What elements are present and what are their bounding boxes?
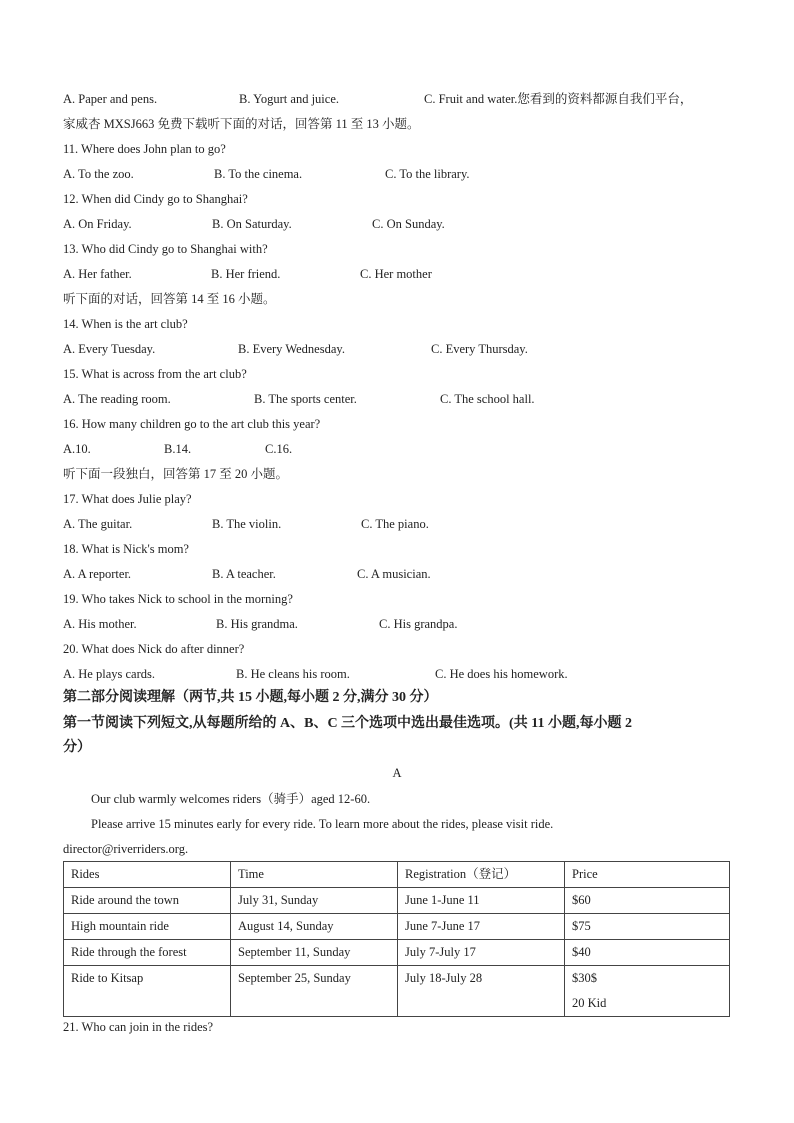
option-a: A. On Friday. [63, 217, 132, 231]
cell-time: August 14, Sunday [231, 914, 398, 940]
option-a: A. The reading room. [63, 392, 171, 406]
option-a: A. His mother. [63, 617, 137, 631]
option-b: B. On Saturday. [212, 217, 292, 231]
option-a: A. The guitar. [63, 517, 133, 531]
passage-label: A [392, 766, 402, 780]
question-21: 21. Who can join in the rides? [63, 1020, 214, 1034]
cell-registration: June 7-June 17 [398, 914, 565, 940]
rides-table [63, 861, 730, 1017]
question-16: 16. How many children go to the art club this year? [63, 417, 321, 431]
option-b: B.14. [164, 442, 192, 456]
table-row [64, 940, 730, 966]
table-row [64, 888, 730, 914]
table-row [64, 966, 730, 1017]
cell-time: September 11, Sunday [231, 940, 398, 966]
header-time: Time [231, 862, 398, 888]
option-c: C. Fruit and water.您看到的资料都源自我们平台， [424, 92, 693, 106]
cell-ride: Ride around the town [64, 888, 231, 914]
cell-time: September 25, Sunday [231, 966, 398, 1017]
option-a: A. Her father. [63, 267, 132, 281]
cell-registration: July 7-July 17 [398, 940, 565, 966]
instruction-14-16: 听下面的对话，回答第 14 至 16 小题。 [63, 292, 276, 306]
cell-price: $60 [565, 888, 730, 914]
option-a: A. Every Tuesday. [63, 342, 156, 356]
passage-paragraph-1: Our club warmly welcomes riders（骑手）aged 12-60. [91, 792, 371, 806]
passage-paragraph-2: Please arrive 15 minutes early for every ride. To learn more about the rides, please visit ride. [91, 817, 554, 831]
option-c: C. On Sunday. [372, 217, 445, 231]
question-20: 20. What does Nick do after dinner? [63, 642, 245, 656]
option-c: C. The piano. [361, 517, 429, 531]
option-b: B. Yogurt and juice. [239, 92, 339, 106]
instruction-17-20: 听下面一段独白，回答第 17 至 20 小题。 [63, 467, 289, 481]
option-b: B. Her friend. [211, 267, 281, 281]
option-b: B. Every Wednesday. [238, 342, 345, 356]
option-a: A. He plays cards. [63, 667, 155, 681]
header-registration: Registration（登记） [398, 862, 565, 888]
option-b: B. The sports center. [254, 392, 357, 406]
option-c: C.16. [265, 442, 293, 456]
cell-price-kid: 20 Kid [572, 996, 607, 1010]
cell-registration: June 1-June 11 [398, 888, 565, 914]
question-18: 18. What is Nick's mom? [63, 542, 189, 556]
option-b: B. He cleans his room. [236, 667, 350, 681]
cell-price: $75 [565, 914, 730, 940]
option-c: C. His grandpa. [379, 617, 458, 631]
cell-ride: High mountain ride [64, 914, 231, 940]
option-c: C. Her mother [360, 267, 432, 281]
cell-price [565, 966, 730, 1017]
question-11: 11. Where does John plan to go? [63, 142, 226, 156]
option-c: C. The school hall. [440, 392, 535, 406]
option-c: C. A musician. [357, 567, 431, 581]
question-13: 13. Who did Cindy go to Shanghai with? [63, 242, 268, 256]
section-2-subtitle-cont: 分） [63, 740, 91, 755]
question-19: 19. Who takes Nick to school in the morning? [63, 592, 293, 606]
question-14: 14. When is the art club? [63, 317, 188, 331]
header-rides: Rides [64, 862, 231, 888]
question-12: 12. When did Cindy go to Shanghai? [63, 192, 248, 206]
option-b: B. To the cinema. [214, 167, 303, 181]
option-c: C. He does his homework. [435, 667, 568, 681]
instruction-11-13: 家威杏 MXSJ663 免费下载听下面的对话，回答第 11 至 13 小题。 [63, 117, 420, 131]
option-a: A.10. [63, 442, 91, 456]
question-17: 17. What does Julie play? [63, 492, 192, 506]
option-b: B. His grandma. [216, 617, 298, 631]
option-c: C. Every Thursday. [431, 342, 528, 356]
cell-time: July 31, Sunday [231, 888, 398, 914]
option-a: A. To the zoo. [63, 167, 134, 181]
option-c: C. To the library. [385, 167, 470, 181]
cell-registration: July 18-July 28 [398, 966, 565, 1017]
section-2-subtitle: 第一节阅读下列短文,从每题所给的 A、B、C 三个选项中选出最佳选项。(共 11 小题,每小题 2 [63, 716, 632, 731]
header-price: Price [565, 862, 730, 888]
question-15: 15. What is across from the art club? [63, 367, 247, 381]
option-a: A. A reporter. [63, 567, 132, 581]
section-2-title: 第二部分阅读理解（两节,共 15 小题,每小题 2 分,满分 30 分） [63, 690, 438, 705]
cell-ride: Ride to Kitsap [64, 966, 231, 1017]
cell-ride: Ride through the forest [64, 940, 231, 966]
option-b: B. A teacher. [212, 567, 276, 581]
table-header-row [64, 862, 730, 888]
option-a: A. Paper and pens. [63, 92, 158, 106]
cell-price-adult: $30$ [572, 971, 597, 985]
table-row [64, 914, 730, 940]
option-b: B. The violin. [212, 517, 282, 531]
passage-paragraph-2-cont: director@riverriders.org. [63, 842, 189, 856]
cell-price: $40 [565, 940, 730, 966]
